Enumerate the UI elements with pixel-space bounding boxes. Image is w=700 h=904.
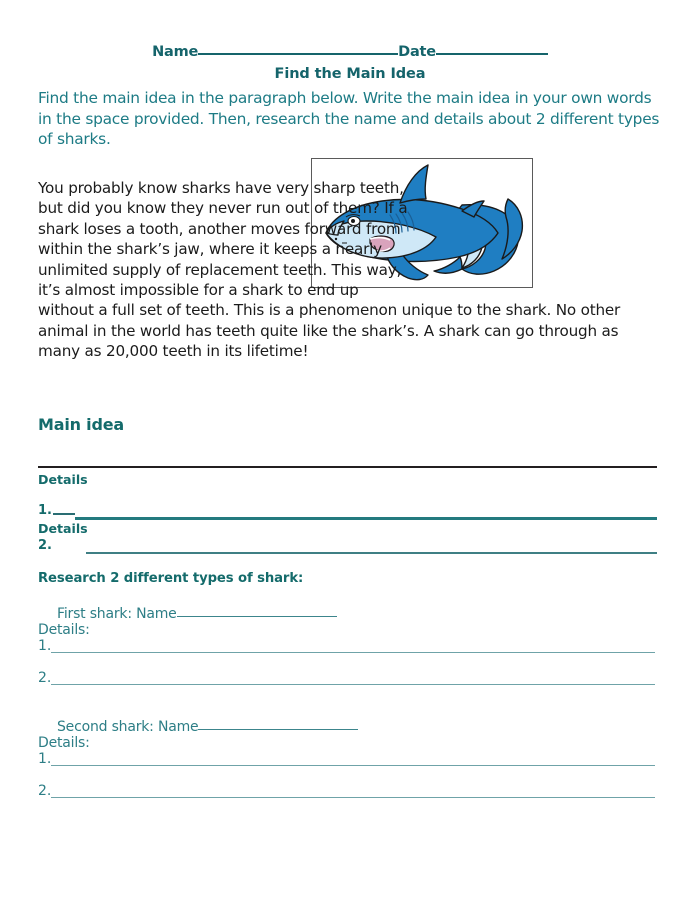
second-shark-detail-line-1[interactable] (51, 765, 655, 766)
second-shark-details-label: Details: (38, 735, 90, 751)
instructions-text: Find the main idea in the paragraph below. Write the main idea in your own words in the space provided. Then, research the name and details about 2 different types of sharks. (38, 89, 660, 148)
main-idea-answer-line[interactable] (38, 466, 657, 468)
first-shark-detail-number-1: 1. (38, 638, 52, 654)
first-shark-name-input-line[interactable] (177, 616, 337, 617)
details-number-2: 2. (38, 538, 52, 553)
first-shark-name-row (57, 606, 337, 622)
name-input-line[interactable] (198, 53, 398, 55)
research-heading: Research 2 different types of shark: (38, 571, 304, 586)
details-answer-line-1[interactable] (75, 517, 657, 520)
name-date-row (0, 44, 700, 60)
details-answer-line-2[interactable] (86, 552, 657, 554)
first-shark-name-label: First shark: Name (57, 606, 177, 622)
text-wrap-spacer (418, 178, 658, 296)
details-label-1: Details (38, 472, 88, 487)
second-shark-name-label: Second shark: Name (57, 719, 199, 735)
second-shark-detail-line-2[interactable] (51, 797, 655, 798)
first-shark-detail-number-2: 2. (38, 670, 52, 686)
reading-paragraph (38, 178, 658, 362)
details-label-2: Details (38, 521, 88, 536)
date-label: Date (398, 44, 436, 60)
second-shark-detail-number-2: 2. (38, 783, 52, 799)
first-shark-details-label: Details: (38, 622, 90, 638)
second-shark-name-row (57, 719, 358, 735)
main-idea-heading: Main idea (38, 415, 124, 434)
details-stub-1 (53, 513, 75, 515)
name-label: Name (152, 44, 199, 60)
second-shark-detail-number-1: 1. (38, 751, 52, 767)
date-input-line[interactable] (436, 53, 548, 55)
reading-paragraph-text: You probably know sharks have very sharp teeth, but did you know they never run out of them? If a shark loses a tooth, another moves forward from within the shark’s jaw, where it keeps a nearly unlimited supply of replacement teeth. This way, it’s almost impossible for a shark to end up without a full set of teeth. This is a phenomenon unique to the shark. No other animal in the world has teeth quite like the shark’s. A shark can go through as many as 20,000 teeth in its lifetime! (38, 179, 621, 361)
second-shark-name-input-line[interactable] (198, 729, 358, 730)
first-shark-detail-line-2[interactable] (51, 684, 655, 685)
first-shark-detail-line-1[interactable] (51, 652, 655, 653)
details-number-1: 1. (38, 503, 52, 518)
page-title: Find the Main Idea (274, 66, 426, 82)
